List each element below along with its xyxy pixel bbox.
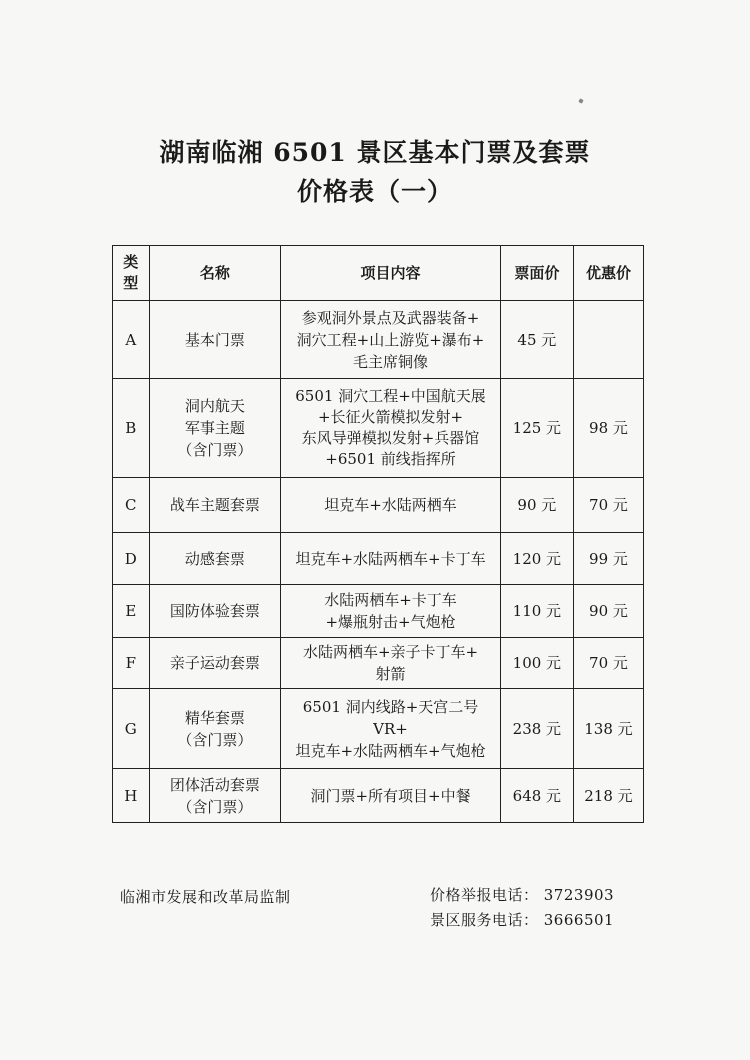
header-name: 名称: [149, 246, 281, 301]
cell-content: 6501 洞穴工程+中国航天展 +长征火箭模拟发射+ 东风导弹模拟发射+兵器馆 +6501 前线指挥所: [281, 379, 501, 478]
cell-price: 120 元: [500, 533, 573, 585]
cell-name: 基本门票: [149, 301, 281, 379]
cell-price: 90 元: [500, 478, 573, 533]
cell-type: F: [113, 638, 150, 689]
table-row: [113, 638, 644, 689]
supervisor-note: 临湘市发展和改革局监制: [120, 888, 291, 906]
cell-type: B: [113, 379, 150, 478]
cell-price: 125 元: [500, 379, 573, 478]
cell-price: 238 元: [500, 689, 573, 769]
cell-content: 坦克车+水陆两栖车+卡丁车: [281, 533, 501, 585]
cell-type: A: [113, 301, 150, 379]
cell-discount: 70 元: [573, 638, 643, 689]
report-phone: 价格举报电话： 3723903: [430, 886, 615, 904]
table-row: [113, 585, 644, 638]
scan-speck: [578, 98, 583, 103]
cell-price: 110 元: [500, 585, 573, 638]
cell-name: 精华套票 （含门票）: [149, 689, 281, 769]
cell-discount: 98 元: [573, 379, 643, 478]
cell-name: 动感套票: [149, 533, 281, 585]
table-row: [113, 379, 644, 478]
table-row: [113, 769, 644, 823]
cell-name: 团体活动套票 （含门票）: [149, 769, 281, 823]
table-row: [113, 533, 644, 585]
cell-discount: 218 元: [573, 769, 643, 823]
cell-name: 亲子运动套票: [149, 638, 281, 689]
cell-discount: 99 元: [573, 533, 643, 585]
cell-name: 国防体验套票: [149, 585, 281, 638]
header-content: 项目内容: [281, 246, 501, 301]
service-phone: 景区服务电话： 3666501: [430, 911, 615, 929]
cell-discount: 138 元: [573, 689, 643, 769]
cell-discount: 90 元: [573, 585, 643, 638]
header-discount: 优惠价: [573, 246, 643, 301]
price-table: [112, 245, 644, 823]
cell-content: 坦克车+水陆两栖车: [281, 478, 501, 533]
cell-content: 水陆两栖车+卡丁车 +爆瓶射击+气炮枪: [281, 585, 501, 638]
header-type: 类 型: [113, 246, 150, 301]
table-header-row: [113, 246, 644, 301]
cell-content: 洞门票+所有项目+中餐: [281, 769, 501, 823]
cell-price: 648 元: [500, 769, 573, 823]
table-row: [113, 301, 644, 379]
cell-discount: [573, 301, 643, 379]
cell-type: H: [113, 769, 150, 823]
header-price: 票面价: [500, 246, 573, 301]
cell-discount: 70 元: [573, 478, 643, 533]
cell-content: 水陆两栖车+亲子卡丁车+ 射箭: [281, 638, 501, 689]
document-title: 湖南临湘 6501 景区基本门票及套票: [159, 138, 591, 167]
cell-price: 100 元: [500, 638, 573, 689]
cell-price: 45 元: [500, 301, 573, 379]
table-row: [113, 478, 644, 533]
cell-type: G: [113, 689, 150, 769]
cell-type: E: [113, 585, 150, 638]
cell-content: 参观洞外景点及武器装备+ 洞穴工程+山上游览+瀑布+ 毛主席铜像: [281, 301, 501, 379]
cell-name: 战车主题套票: [149, 478, 281, 533]
cell-content: 6501 洞内线路+天宫二号 VR+ 坦克车+水陆两栖车+气炮枪: [281, 689, 501, 769]
cell-name: 洞内航天 军事主题 （含门票）: [149, 379, 281, 478]
document-subtitle: 价格表（一）: [296, 177, 453, 206]
cell-type: D: [113, 533, 150, 585]
cell-type: C: [113, 478, 150, 533]
table-row: [113, 689, 644, 769]
